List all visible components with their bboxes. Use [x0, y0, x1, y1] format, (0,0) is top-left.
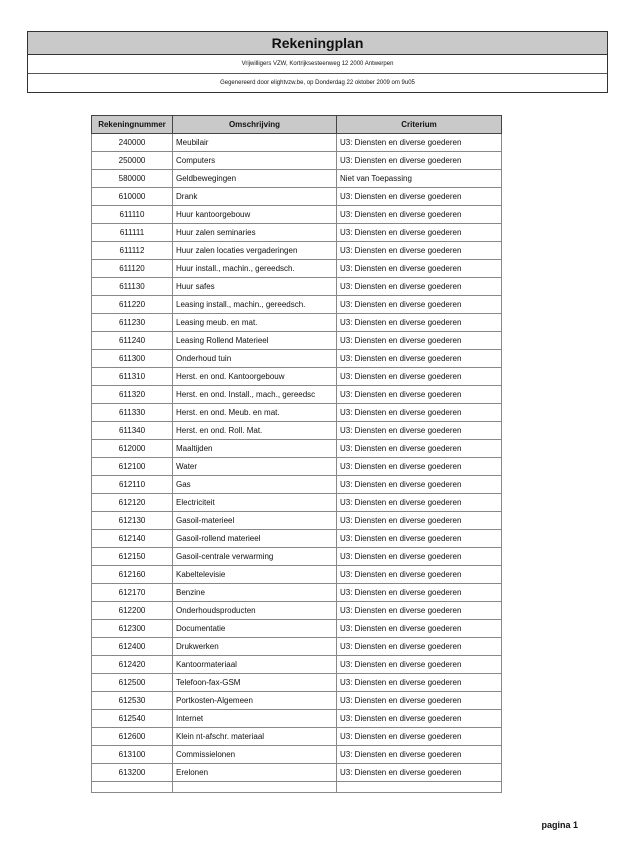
- description-cell: Kabeltelevisie: [173, 566, 337, 584]
- organisation-line: Vrijwilligers VZW, Kortrijksesteenweg 12 2000 Antwerpen: [28, 55, 607, 74]
- table-row: [92, 314, 502, 332]
- account-number-cell: 240000: [92, 134, 173, 152]
- column-header-rekeningnummer: Rekeningnummer: [92, 116, 173, 134]
- table-row: [92, 458, 502, 476]
- description-cell: Geldbewegingen: [173, 170, 337, 188]
- account-number-cell: 612000: [92, 440, 173, 458]
- table-row-empty: [92, 782, 502, 793]
- table-row: [92, 422, 502, 440]
- table-row: [92, 440, 502, 458]
- table-row: [92, 476, 502, 494]
- description-cell: Herst. en ond. Meub. en mat.: [173, 404, 337, 422]
- criterium-cell: U3: Diensten en diverse goederen: [337, 386, 502, 404]
- criterium-cell: U3: Diensten en diverse goederen: [337, 584, 502, 602]
- description-cell: Huur zalen locaties vergaderingen: [173, 242, 337, 260]
- account-number-cell: 612100: [92, 458, 173, 476]
- table-row: [92, 620, 502, 638]
- description-cell: Leasing Rollend Materieel: [173, 332, 337, 350]
- table-row: [92, 764, 502, 782]
- description-cell: Meubilair: [173, 134, 337, 152]
- criterium-cell: U3: Diensten en diverse goederen: [337, 728, 502, 746]
- description-cell: Telefoon-fax-GSM: [173, 674, 337, 692]
- account-number-cell: 612300: [92, 620, 173, 638]
- description-cell: Gas: [173, 476, 337, 494]
- description-cell: Herst. en ond. Install., mach., gereedsc: [173, 386, 337, 404]
- criterium-cell: U3: Diensten en diverse goederen: [337, 548, 502, 566]
- table-row: [92, 332, 502, 350]
- table-row: [92, 260, 502, 278]
- description-cell: Leasing meub. en mat.: [173, 314, 337, 332]
- description-cell: Portkosten-Algemeen: [173, 692, 337, 710]
- table-body: [92, 134, 502, 793]
- description-cell: Gasoil-centrale verwarming: [173, 548, 337, 566]
- criterium-cell: U3: Diensten en diverse goederen: [337, 368, 502, 386]
- account-number-cell: 612400: [92, 638, 173, 656]
- criterium-cell: Niet van Toepassing: [337, 170, 502, 188]
- criterium-cell: U3: Diensten en diverse goederen: [337, 494, 502, 512]
- description-cell: Maaltijden: [173, 440, 337, 458]
- criterium-cell: U3: Diensten en diverse goederen: [337, 530, 502, 548]
- table-row: [92, 746, 502, 764]
- account-number-cell: 611300: [92, 350, 173, 368]
- account-number-cell: 250000: [92, 152, 173, 170]
- account-number-cell: 612130: [92, 512, 173, 530]
- description-cell: Onderhoudsproducten: [173, 602, 337, 620]
- description-cell: Erelonen: [173, 764, 337, 782]
- table-row: [92, 242, 502, 260]
- table-row: [92, 278, 502, 296]
- description-cell: Huur install., machin., gereedsch.: [173, 260, 337, 278]
- table-row: [92, 368, 502, 386]
- account-number-cell: 611340: [92, 422, 173, 440]
- account-number-cell: 612160: [92, 566, 173, 584]
- table-row: [92, 548, 502, 566]
- criterium-cell: U3: Diensten en diverse goederen: [337, 476, 502, 494]
- table-row: [92, 530, 502, 548]
- account-number-cell: 611330: [92, 404, 173, 422]
- account-number-cell: 612150: [92, 548, 173, 566]
- account-number-cell: 611110: [92, 206, 173, 224]
- description-cell: Onderhoud tuin: [173, 350, 337, 368]
- accounts-table: [91, 115, 502, 793]
- account-number-cell: 613100: [92, 746, 173, 764]
- criterium-cell: U3: Diensten en diverse goederen: [337, 674, 502, 692]
- report-header: [27, 31, 608, 93]
- description-cell: Huur kantoorgebouw: [173, 206, 337, 224]
- empty-cell: [173, 782, 337, 793]
- account-number-cell: 612110: [92, 476, 173, 494]
- criterium-cell: U3: Diensten en diverse goederen: [337, 458, 502, 476]
- table-row: [92, 638, 502, 656]
- criterium-cell: U3: Diensten en diverse goederen: [337, 242, 502, 260]
- empty-cell: [337, 782, 502, 793]
- table-row: [92, 728, 502, 746]
- table-row: [92, 656, 502, 674]
- table-row: [92, 710, 502, 728]
- description-cell: Klein nt-afschr. materiaal: [173, 728, 337, 746]
- account-number-cell: 612600: [92, 728, 173, 746]
- account-number-cell: 611240: [92, 332, 173, 350]
- account-number-cell: 611310: [92, 368, 173, 386]
- account-number-cell: 611130: [92, 278, 173, 296]
- table-row: [92, 350, 502, 368]
- table-row: [92, 692, 502, 710]
- description-cell: Internet: [173, 710, 337, 728]
- account-number-cell: 612120: [92, 494, 173, 512]
- criterium-cell: U3: Diensten en diverse goederen: [337, 296, 502, 314]
- criterium-cell: U3: Diensten en diverse goederen: [337, 512, 502, 530]
- criterium-cell: U3: Diensten en diverse goederen: [337, 260, 502, 278]
- criterium-cell: U3: Diensten en diverse goederen: [337, 692, 502, 710]
- criterium-cell: U3: Diensten en diverse goederen: [337, 638, 502, 656]
- table-row: [92, 206, 502, 224]
- description-cell: Huur safes: [173, 278, 337, 296]
- description-cell: Benzine: [173, 584, 337, 602]
- page-number: pagina 1: [541, 820, 578, 830]
- criterium-cell: U3: Diensten en diverse goederen: [337, 188, 502, 206]
- criterium-cell: U3: Diensten en diverse goederen: [337, 224, 502, 242]
- table-row: [92, 674, 502, 692]
- criterium-cell: U3: Diensten en diverse goederen: [337, 566, 502, 584]
- empty-cell: [92, 782, 173, 793]
- criterium-cell: U3: Diensten en diverse goederen: [337, 350, 502, 368]
- criterium-cell: U3: Diensten en diverse goederen: [337, 278, 502, 296]
- account-number-cell: 612170: [92, 584, 173, 602]
- table-row: [92, 134, 502, 152]
- table-row: [92, 566, 502, 584]
- criterium-cell: U3: Diensten en diverse goederen: [337, 620, 502, 638]
- criterium-cell: U3: Diensten en diverse goederen: [337, 440, 502, 458]
- table-row: [92, 494, 502, 512]
- account-number-cell: 612500: [92, 674, 173, 692]
- account-number-cell: 611120: [92, 260, 173, 278]
- description-cell: Drukwerken: [173, 638, 337, 656]
- description-cell: Gasoil-rollend materieel: [173, 530, 337, 548]
- account-number-cell: 612530: [92, 692, 173, 710]
- table-row: [92, 188, 502, 206]
- table-row: [92, 296, 502, 314]
- account-number-cell: 610000: [92, 188, 173, 206]
- criterium-cell: U3: Diensten en diverse goederen: [337, 746, 502, 764]
- criterium-cell: U3: Diensten en diverse goederen: [337, 206, 502, 224]
- criterium-cell: U3: Diensten en diverse goederen: [337, 656, 502, 674]
- description-cell: Gasoil-materieel: [173, 512, 337, 530]
- table-row: [92, 512, 502, 530]
- criterium-cell: U3: Diensten en diverse goederen: [337, 332, 502, 350]
- criterium-cell: U3: Diensten en diverse goederen: [337, 710, 502, 728]
- account-number-cell: 611320: [92, 386, 173, 404]
- table-row: [92, 584, 502, 602]
- account-number-cell: 612140: [92, 530, 173, 548]
- account-number-cell: 580000: [92, 170, 173, 188]
- account-number-cell: 611220: [92, 296, 173, 314]
- table-row: [92, 386, 502, 404]
- criterium-cell: U3: Diensten en diverse goederen: [337, 314, 502, 332]
- description-cell: Herst. en ond. Kantoorgebouw: [173, 368, 337, 386]
- table-row: [92, 170, 502, 188]
- criterium-cell: U3: Diensten en diverse goederen: [337, 602, 502, 620]
- generated-line: Gegenereerd door elightvzw.be, op Donderdag 22 oktober 2009 om 9u05: [220, 80, 415, 86]
- description-cell: Herst. en ond. Roll. Mat.: [173, 422, 337, 440]
- description-cell: Drank: [173, 188, 337, 206]
- table-row: [92, 404, 502, 422]
- account-number-cell: 611111: [92, 224, 173, 242]
- criterium-cell: U3: Diensten en diverse goederen: [337, 152, 502, 170]
- description-cell: Kantoormateriaal: [173, 656, 337, 674]
- account-number-cell: 612200: [92, 602, 173, 620]
- criterium-cell: U3: Diensten en diverse goederen: [337, 134, 502, 152]
- page-title: Rekeningplan: [28, 32, 607, 55]
- table-header-row: [92, 116, 502, 134]
- table-row: [92, 602, 502, 620]
- criterium-cell: U3: Diensten en diverse goederen: [337, 404, 502, 422]
- criterium-cell: U3: Diensten en diverse goederen: [337, 422, 502, 440]
- account-number-cell: 612420: [92, 656, 173, 674]
- column-header-omschrijving: Omschrijving: [173, 116, 337, 134]
- criterium-cell: U3: Diensten en diverse goederen: [337, 764, 502, 782]
- description-cell: Documentatie: [173, 620, 337, 638]
- description-cell: Commissielonen: [173, 746, 337, 764]
- description-cell: Leasing install., machin., gereedsch.: [173, 296, 337, 314]
- account-number-cell: 612540: [92, 710, 173, 728]
- account-number-cell: 611230: [92, 314, 173, 332]
- table-row: [92, 224, 502, 242]
- description-cell: Computers: [173, 152, 337, 170]
- column-header-criterium: Criterium: [337, 116, 502, 134]
- description-cell: Water: [173, 458, 337, 476]
- description-cell: Electriciteit: [173, 494, 337, 512]
- account-number-cell: 613200: [92, 764, 173, 782]
- table-row: [92, 152, 502, 170]
- description-cell: Huur zalen seminaries: [173, 224, 337, 242]
- account-number-cell: 611112: [92, 242, 173, 260]
